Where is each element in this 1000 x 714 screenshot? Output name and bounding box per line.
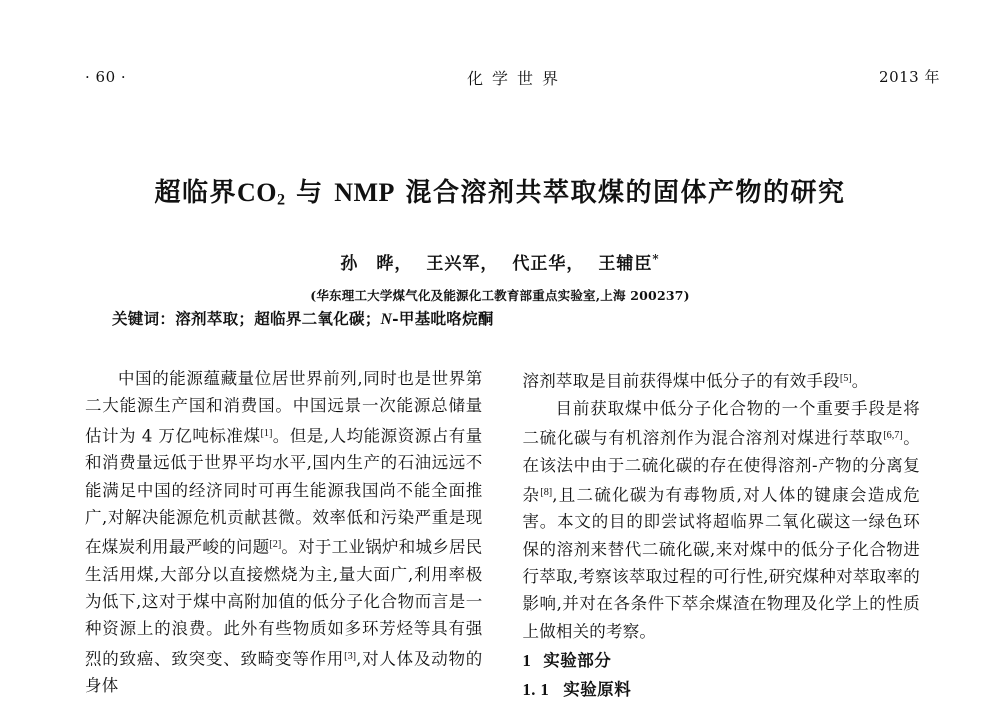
right-column-paragraph-2 bbox=[523, 395, 921, 645]
rc-p2-text-a: 目前获取煤中低分子化合物的一个重要手段是将二硫化碳与有机溶剂作为混合溶剂对煤进行萃取 bbox=[522, 398, 920, 448]
author-affiliation: (华东理工大学煤气化及能源化工教育部重点实验室,上海 200237) bbox=[310, 288, 690, 304]
rc-reference-1: [5] bbox=[839, 373, 852, 384]
lc-p1-text-a: 中国的能源蕴藏量位居世界前列,同时也是世界第二大能源生产国和消费国。中国远景一次能源总储量估计为 4 万亿吨标准煤 bbox=[85, 369, 483, 445]
page-folio: · 60 · bbox=[85, 68, 127, 86]
section-1-1-number: 1. 1 bbox=[522, 680, 550, 700]
keyword-3-suffix: -甲基吡咯烷酮 bbox=[392, 309, 494, 328]
author-separator-1: ， bbox=[394, 254, 413, 275]
lc-p1-text-d: ,对人体及动物的身体 bbox=[85, 648, 483, 696]
rc-reference-3: [8] bbox=[540, 486, 553, 498]
section-1-title: 实验部分 bbox=[543, 650, 612, 670]
author-3: 代正华 bbox=[512, 254, 567, 275]
author-list bbox=[85, 249, 915, 274]
journal-name: 化学世界 bbox=[466, 69, 567, 88]
lc-reference-2: [2] bbox=[269, 539, 282, 551]
keyword-2: 超临界二氧化碳 bbox=[254, 309, 365, 328]
rc-p1-text-a: 溶剂萃取是目前获得煤中低分子的有效手段 bbox=[522, 371, 840, 391]
article-title-formula bbox=[237, 178, 286, 207]
keyword-1: 溶剂萃取 bbox=[175, 309, 239, 328]
lc-p1-text-b: 。但是,人均能源资源占有量和消费量远低于世界平均水平,国内生产的石油远远不能满足中国的经济同时可再生能源我国尚不能全面推广,对解决能源危机贡献甚微。效率低和污染严重是现在煤炭利用最严峻的问题 bbox=[85, 425, 483, 557]
keyword-separator-1: ； bbox=[238, 309, 255, 328]
corresponding-author-mark: * bbox=[652, 252, 660, 267]
article-title-part2: 与 bbox=[296, 178, 324, 209]
section-heading-1 bbox=[523, 647, 921, 674]
keywords-label: 关键词 bbox=[112, 309, 160, 328]
lc-reference-3: [3] bbox=[344, 650, 357, 662]
lc-reference-1: [1] bbox=[260, 427, 273, 439]
keyword-separator-2: ； bbox=[364, 309, 381, 328]
author-separator-3: ， bbox=[566, 254, 585, 275]
formula-subscript: 2 bbox=[277, 191, 286, 209]
article-title bbox=[85, 177, 915, 211]
publication-year: 2013 年 bbox=[879, 68, 940, 86]
author-4: 王辅臣 bbox=[598, 254, 653, 275]
author-2: 王兴军 bbox=[426, 254, 481, 275]
running-head bbox=[85, 66, 940, 92]
section-1-1-title: 实验原料 bbox=[563, 680, 632, 700]
article-title-part1: 超临界 bbox=[154, 178, 238, 209]
right-column-paragraph-1 bbox=[523, 365, 921, 395]
body-columns bbox=[85, 365, 920, 714]
title-block bbox=[85, 160, 915, 304]
rc-reference-2: [6,7] bbox=[883, 429, 903, 441]
author-1: 孙 晔 bbox=[340, 254, 395, 275]
section-heading-1-1 bbox=[523, 676, 921, 703]
formula-base: CO bbox=[237, 178, 278, 208]
left-column bbox=[85, 365, 483, 714]
keyword-3-prefix: N bbox=[380, 311, 393, 328]
author-separator-2: ， bbox=[480, 254, 499, 275]
article-title-part3: 混合溶剂共萃取煤的固体产物的研究 bbox=[405, 178, 846, 209]
section-1-number: 1 bbox=[522, 650, 532, 670]
lc-p1-text-c: 。对于工业锅炉和城乡居民生活用煤,大部分以直接燃烧为主,量大面广,利用率极为低下,这对于煤中高附加值的低分子化合物而言是一种资源上的浪费。此外有些物质如多环芳烃等具有强烈的致癌、致突变、致畸变等作用 bbox=[85, 537, 483, 668]
rc-p1-text-b: 。 bbox=[851, 371, 869, 391]
rc-p2-text-c: ,且二硫化碳为有毒物质,对人体的键康会造成危害。本文的目的即尝试将超临界二氧化碳这一绿色环保的溶剂来替代二硫化碳,来对煤中的低分子化合物进行萃取,考察该萃取过程的可行性,研究煤种对萃取率的影响,并对在各条件下萃余煤渣在物理及化学上的性质上做相关的考察。 bbox=[522, 485, 920, 641]
keywords-line bbox=[112, 307, 494, 329]
left-column-paragraph-1 bbox=[85, 365, 483, 700]
right-column bbox=[523, 365, 921, 714]
keywords-colon: ： bbox=[159, 309, 176, 328]
rc-p2-text-b: 。在该法中由于二硫化碳的存在使得溶剂-产物的分离复杂 bbox=[522, 428, 920, 505]
article-title-latin: NMP bbox=[334, 178, 395, 208]
